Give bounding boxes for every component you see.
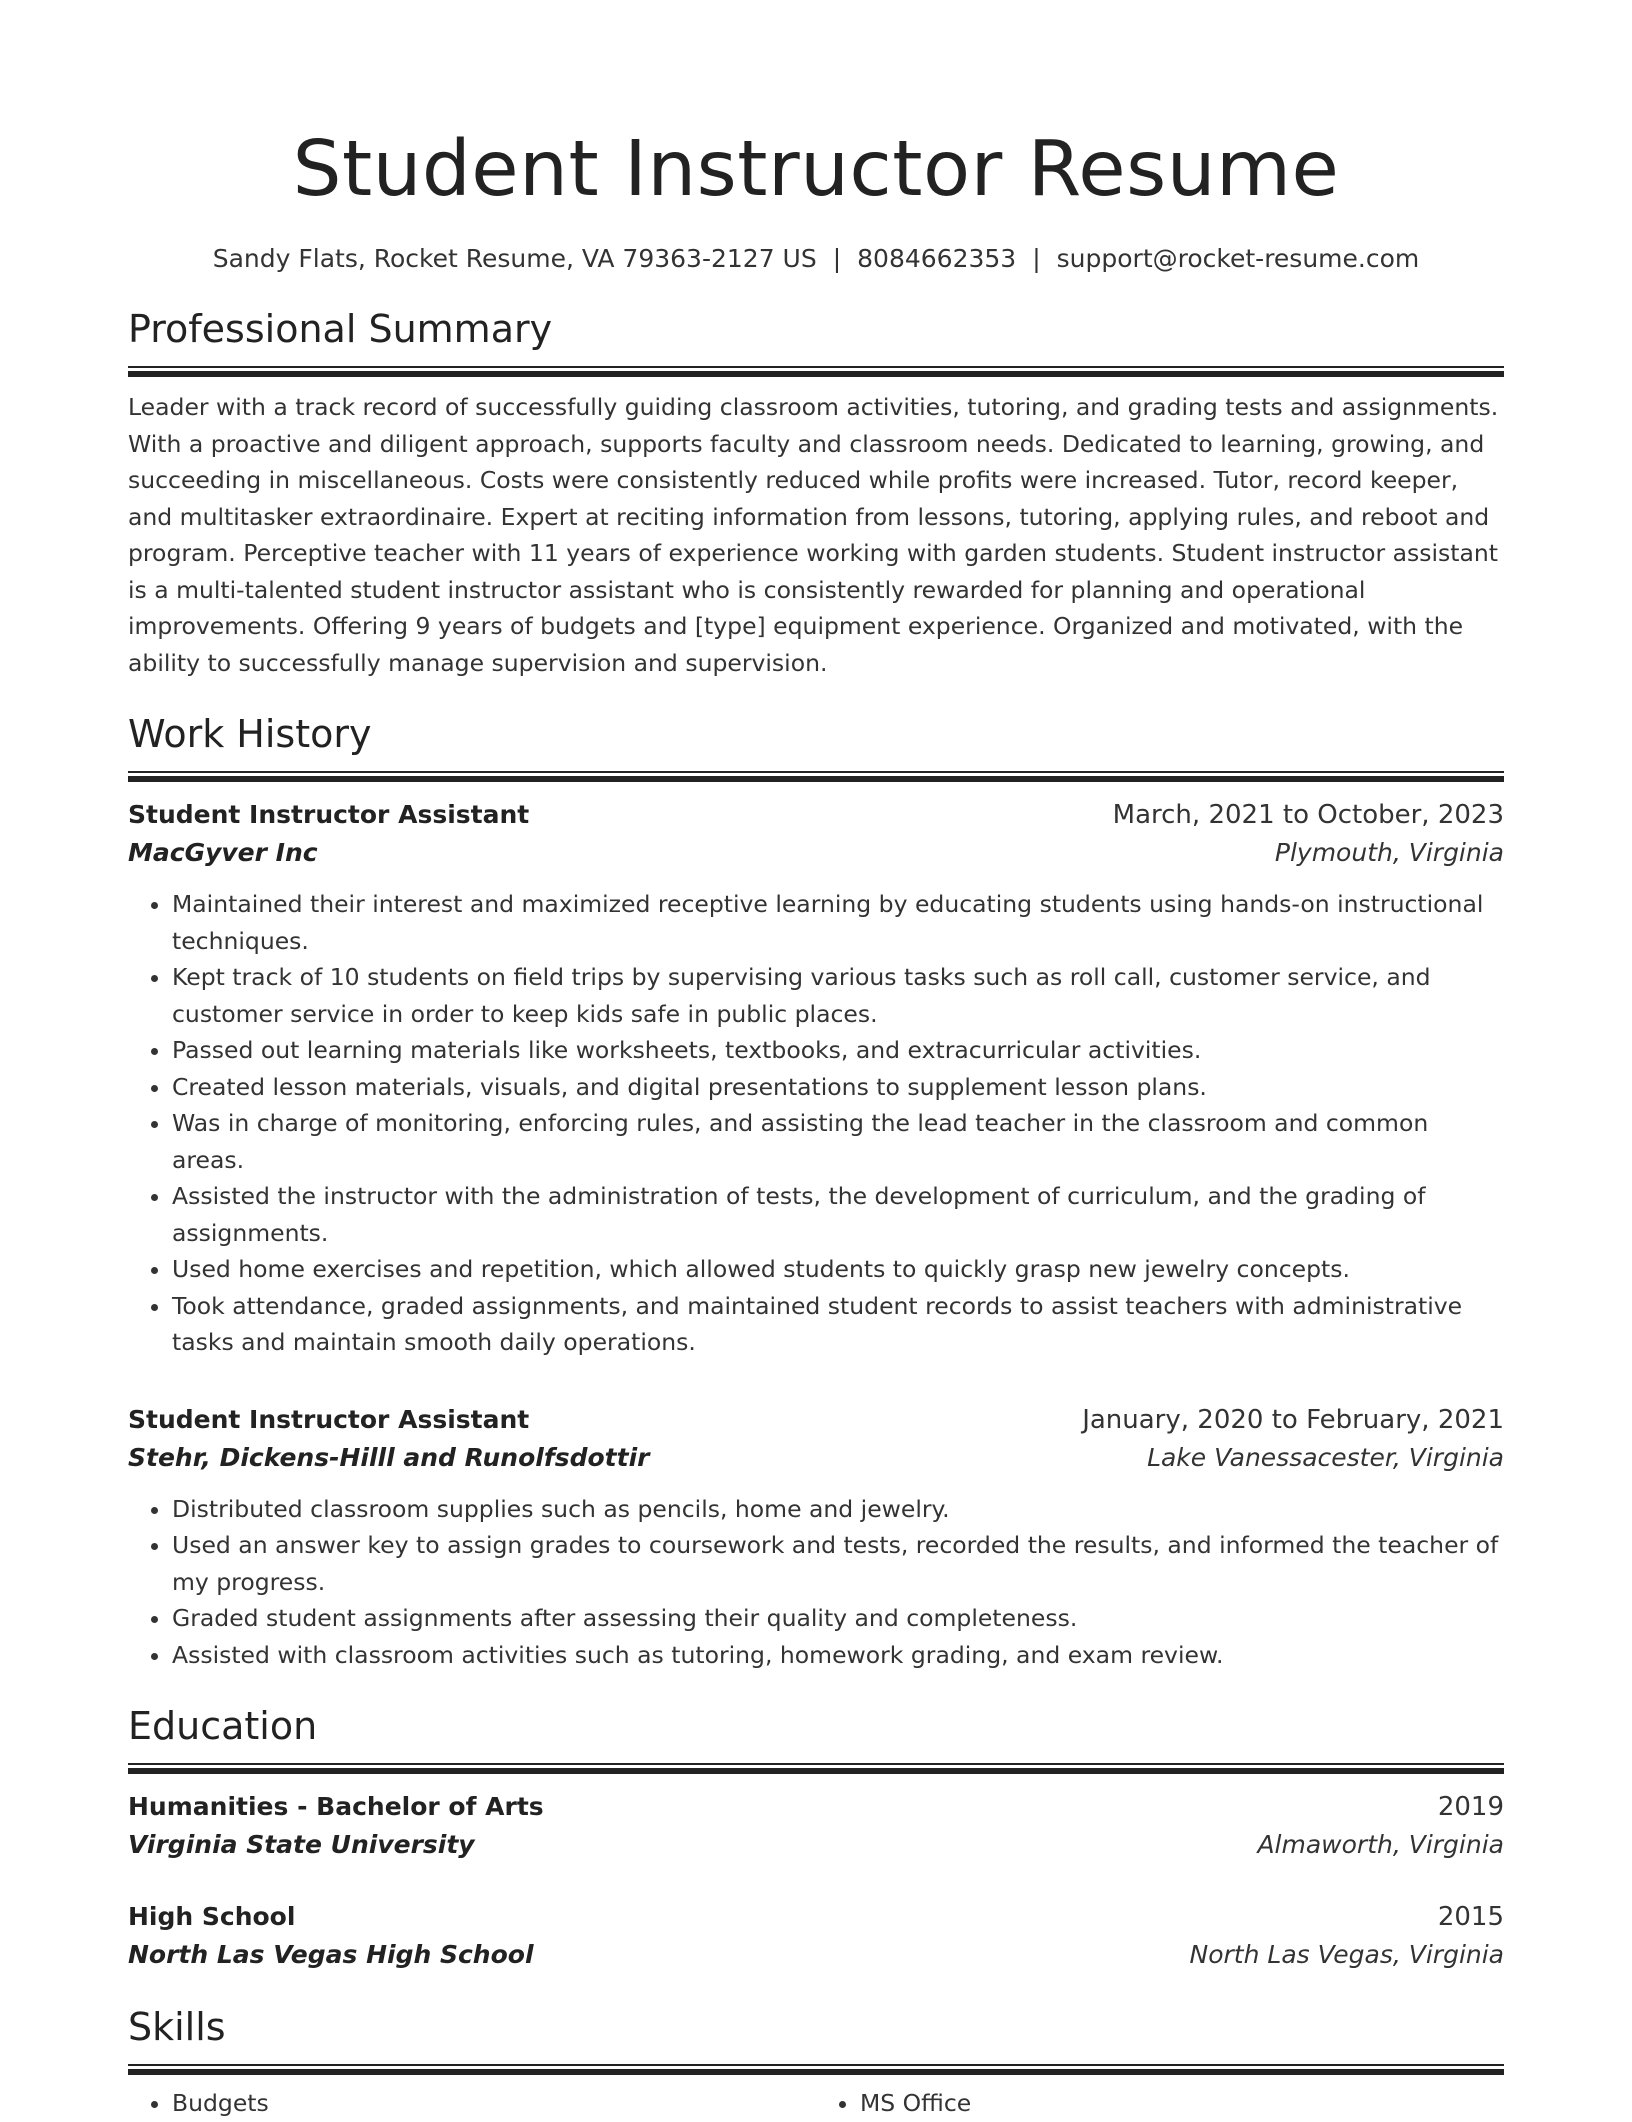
section-title-education: Education [128,1704,318,1748]
job-bullet: • Used an answer key to assign grades to coursework and tests, recorded the results, and informed the teacher of my progress. [172,1527,1504,1600]
job-entry [128,796,1504,1361]
contact-separator: | [1032,244,1041,273]
job-entry [128,1401,1504,1674]
section-title-skills: Skills [128,2005,226,2049]
resume-title: Student Instructor Resume [292,125,1340,214]
work-section-header [128,709,1504,782]
job-title: Student Instructor Assistant [128,1404,530,1434]
education-location: Almaworth, Virginia [1257,1830,1504,1859]
job-title: Student Instructor Assistant [128,800,530,829]
section-title-work: Work History [128,712,372,756]
job-bullet: • Assisted the instructor with the administration of tests, the development of curriculum, and the grading of assignments. [172,1178,1504,1251]
skill-item: • MS Office [860,2085,1504,2122]
summary-text: Leader with a track record of successfully guiding classroom activities, tutoring, and grading tests and assignments. With a proactive and diligent approach, supports faculty and classroom needs. Dedicated to learning, growing, and succeeding in miscellaneous. Costs were consistently reduced while profits were increased. Tutor, record keeper, and multitasker extraordinaire. Expert at reciting information from lessons, tutoring, applying rules, and reboot and program. Perceptive teacher with 11 years of experience working with garden students. Student instructor assistant is a multi-talented student instructor assistant who is consistently rewarded for planning and operational improvements. Offering 9 years of budgets and [type] equipment experience. Organized and motivated, with the ability to successfully manage supervision and supervision. [128,393,1499,677]
section-title-summary: Professional Summary [128,307,553,351]
section-divider [128,2064,1504,2075]
section-divider [128,771,1504,782]
education-entry [128,1788,1504,1864]
summary-section-header [128,304,1504,377]
contact-address: Sandy Flats, Rocket Resume, VA 79363-2127 US [212,244,817,273]
education-year: 2015 [1437,1902,1504,1932]
job-company: MacGyver Inc [128,838,318,867]
contact-phone: 8084662353 [857,244,1017,273]
job-bullet: • Distributed classroom supplies such as pencils, home and jewelry. [172,1491,1504,1528]
job-dates: January, 2020 to February, 2021 [1082,1404,1504,1435]
job-bullet: • Passed out learning materials like worksheets, textbooks, and extracurricular activities. [172,1032,1504,1069]
job-bullet: • Assisted with classroom activities such as tutoring, homework grading, and exam review. [172,1637,1504,1674]
job-bullet: • Graded student assignments after assessing their quality and completeness. [172,1600,1504,1637]
job-bullet: • Created lesson materials, visuals, and digital presentations to supplement lesson plans. [172,1069,1504,1106]
section-divider [128,1763,1504,1774]
job-bullet: • Used home exercises and repetition, which allowed students to quickly grasp new jewelry concepts. [172,1251,1504,1288]
education-degree: High School [128,1902,296,1931]
contact-separator: | [832,244,842,273]
job-location: Plymouth, Virginia [1274,838,1504,867]
skills-list [128,2085,1504,2122]
skills-section-header [128,2002,1504,2075]
skills-column-right [816,2085,1504,2122]
section-divider [128,366,1504,377]
education-section-header [128,1701,1504,1774]
job-company: Stehr, Dickens-Hilll and Runolfsdottir [128,1442,650,1472]
education-location: North Las Vegas, Virginia [1189,1940,1504,1969]
job-bullets [128,886,1504,1361]
education-degree: Humanities - Bachelor of Arts [128,1792,544,1821]
contact-email: support@rocket-resume.com [1056,244,1420,273]
job-bullets [128,1491,1504,1674]
education-entry [128,1898,1504,1974]
job-location: Lake Vanessacester, Virginia [1147,1442,1504,1472]
skill-item: • Budgets [172,2085,816,2122]
skills-column-left [128,2085,816,2122]
education-school: North Las Vegas High School [128,1940,534,1969]
job-bullet: • Kept track of 10 students on field trips by supervising various tasks such as roll call, customer service, and customer service in order to keep kids safe in public places. [172,959,1504,1032]
contact-line [128,242,1504,276]
job-bullet: • Took attendance, graded assignments, and maintained student records to assist teachers with administrative tasks and maintain smooth daily operations. [172,1288,1504,1361]
education-school: Virginia State University [128,1830,475,1859]
job-bullet: • Was in charge of monitoring, enforcing rules, and assisting the lead teacher in the classroom and common areas. [172,1105,1504,1178]
job-dates: March, 2021 to October, 2023 [1112,800,1504,830]
job-bullet: • Maintained their interest and maximized receptive learning by educating students using hands-on instructional techniques. [172,886,1504,959]
education-year: 2019 [1437,1792,1504,1822]
